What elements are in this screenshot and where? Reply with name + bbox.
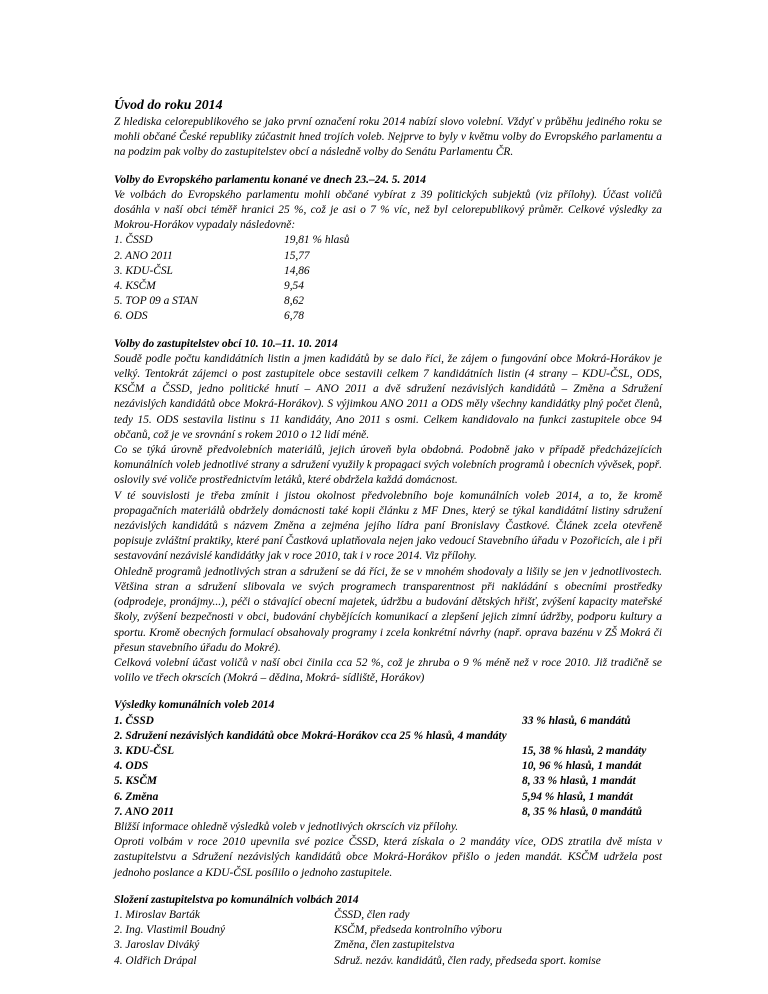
member-role: Sdruž. nezáv. kandidátů, člen rady, předseda sport. komise: [334, 954, 601, 967]
result-share: 8, 35 % hlasů, 0 mandátů: [522, 805, 642, 818]
result-share: 5,94 % hlasů, 1 mandát: [522, 790, 633, 803]
result-share: 33 % hlasů, 6 mandátů: [522, 714, 631, 727]
document-page: [114, 96, 662, 969]
result-party: 6. Změna: [114, 790, 159, 803]
ep-share: 14,86: [284, 264, 310, 277]
member-name: 4. Oldřich Drápal: [114, 954, 197, 967]
ep-party: 5. TOP 09 a STAN: [114, 295, 198, 308]
result-row: [114, 759, 662, 774]
ep-result-row: [114, 264, 662, 279]
ep-title: Volby do Evropského parlamentu konané ve dnech 23.–24. 5. 2014: [114, 173, 426, 186]
result-row: [114, 729, 662, 744]
ep-share: 8,62: [284, 295, 304, 308]
member-role: KSČM, předseda kontrolního výboru: [334, 924, 502, 937]
intro-text: Z hlediska celorepublikového se jako první označení roku 2014 nabízí slovo volební. Vždyť v průběhu jediného roku se mohli občané České republiky zúčastnit hned trojích voleb. Nejprve to byly v květnu volby do Evropského parlamentu a na podzim pak volby do zastupitelstev obcí a následně volby do Senátu Parlamentu ČR.: [114, 116, 662, 159]
ep-share: 15,77: [284, 249, 310, 262]
results-section: [114, 698, 662, 880]
local-paragraph: Soudě podle počtu kandidátních listin a jmen kadidátů by se dalo říci, že zájem o fungování obce Mokrá-Horákov je velký. Tentokrát zájemci o post zastupitele obce sestavili celkem 7 kandidátních listin (4 strany – KDU-ČSL, ODS, KSČM a ČSSD, jedno politické hnutí – ANO 2011 a dvě sdružení nezávislých kandidátů – Změna a Sdružení nezávislých kandidátů obce Mokrá-Horákov). S výjimkou ANO 2011 a ODS měly všechny kandidátky plný počet členů, tedy 15. ODS sestavila listinu s 11 kandidáty, Ano 2011 s osmi. Celkem kandidovalo na funkci zastupitele obce 94 občanů, což je ve srovnání s rokem 2010 o 12 lidí méně.: [114, 352, 662, 441]
council-member-row: [114, 938, 662, 953]
ep-share: 9,54: [284, 280, 304, 293]
council-member-row: [114, 908, 662, 923]
local-title: Volby do zastupitelstev obcí 10. 10.–11. 10. 2014: [114, 337, 338, 350]
member-name: 1. Miroslav Barták: [114, 908, 200, 921]
local-paragraph: V té souvislosti je třeba zmínit i jistou okolnost předvolebního boje komunálních voleb 2014, a to, že kromě propagačních materiálů obdržely domácnosti také kopii článku z MF Dnes, který se týkal kandidátní listiny sdružení nezávislých kandidátů s názvem Změna a zejména jejího lídra paní Bronislavy Častkové. Článek zcela otevřeně popisuje zvláštní praktiky, které paní Častková uplatňovala nejen jako vedoucí Stavebního úřadu v Pozořicích, ale i při sestavování nezávislé kandidátky jak v roce 2010, tak i v roce 2014. Viz přílohy.: [114, 489, 662, 563]
result-party: 3. KDU-ČSL: [114, 744, 175, 757]
intro-title: Úvod do roku 2014: [114, 97, 223, 112]
local-section: [114, 337, 662, 687]
result-share: 10, 96 % hlasů, 1 mandát: [522, 760, 642, 773]
ep-share: 19,81 % hlasů: [284, 234, 350, 247]
result-row: [114, 714, 662, 729]
results-note: Bližší informace ohledně výsledků voleb v jednotlivých okrscích viz přílohy.: [114, 820, 459, 833]
result-row: [114, 774, 662, 789]
ep-section: [114, 173, 662, 325]
results-title: Výsledky komunálních voleb 2014: [114, 699, 275, 712]
member-name: 2. Ing. Vlastimil Boudný: [114, 924, 226, 937]
council-member-row: [114, 954, 662, 969]
result-party: 4. ODS: [114, 760, 149, 773]
results-list: [114, 714, 662, 820]
ep-party: 1. ČSSD: [114, 234, 153, 247]
results-note: Oproti volbám v roce 2010 upevnila své pozice ČSSD, která získala o 2 mandáty více, ODS ztratila dvě místa v zastupitelstvu a Sdružení nezávislých kandidátů obce Mokrá-Horákov přišlo o jeden mandát. KSČM udržela post jednoho poslance a KDU-ČSL posílilo o jednoho zastupitele.: [114, 836, 662, 879]
council-title: Složení zastupitelstva po komunálních volbách 2014: [114, 893, 359, 906]
member-name: 3. Jaroslav Diváký: [114, 939, 200, 952]
council-list: [114, 908, 662, 969]
member-role: Změna, člen zastupitelstva: [334, 939, 455, 952]
member-role: ČSSD, člen rady: [334, 908, 410, 921]
local-paragraph: Ohledně programů jednotlivých stran a sdružení se dá říci, že se v mnohém shodovaly a lišily se jen v jednotlivostech. Většina stran a sdružení slibovala ve svých programech transparentnost při nakládání s obecními prostředky (odprodeje, pronájmy...), péči o stávající obecní majetek, údržbu a budování dětských hřišť, zvýšení kapacity mateřské školy, zvýšení bezpečnosti v obci, budování chybějících komunikací a zlepšení jejich zimní údržby, podporu kultury a sportu. Kromě obecných formulací obsahovaly programy i zcela konkrétní návrhy (např. oprava bazénu v ZŠ Mokrá či přesun stavebního úřadu do Mokré).: [114, 565, 662, 654]
ep-party: 6. ODS: [114, 310, 148, 323]
result-party: 5. KSČM: [114, 775, 158, 788]
ep-result-row: [114, 279, 662, 294]
ep-result-row: [114, 233, 662, 248]
result-row: [114, 790, 662, 805]
ep-share: 6,78: [284, 310, 304, 323]
result-party: 1. ČSSD: [114, 714, 154, 727]
ep-result-row: [114, 249, 662, 264]
result-row: [114, 805, 662, 820]
ep-result-row: [114, 294, 662, 309]
ep-text: Ve volbách do Evropského parlamentu mohli občané vybírat z 39 politických subjektů (viz přílohy). Účast voličů dosáhla v naší obci téměř hranici 25 %, což je asi o 7 % víc, než byl celorepublikový průměr. Celkové výsledky za Mokrou-Horákov vypadaly následovně:: [114, 188, 662, 232]
ep-party: 4. KSČM: [114, 280, 156, 293]
ep-results-list: [114, 233, 662, 324]
council-member-row: [114, 923, 662, 938]
ep-party: 2. ANO 2011: [114, 249, 173, 262]
result-share: 8, 33 % hlasů, 1 mandát: [522, 775, 636, 788]
result-share: 15, 38 % hlasů, 2 mandáty: [522, 744, 647, 757]
local-paragraph: Celková volební účast voličů v naší obci činila cca 52 %, což je zhruba o 9 % méně než v roce 2010. Již tradičně se volilo ve třech okrscích (Mokrá – dědina, Mokrá- sídliště, Horákov): [114, 656, 662, 685]
result-row: [114, 744, 662, 759]
result-party: 2. Sdružení nezávislých kandidátů obce Mokrá-Horákov cca 25 % hlasů, 4 mandáty: [114, 729, 507, 742]
local-paragraph: Co se týká úrovně předvolebních materiálů, jejich úroveň byla obdobná. Podobně jako v případě předcházejících komunálních voleb jednotlivé strany a sdružení využily k propagaci svých volebních programů i obecních vývěsek, popř. oslovily své voliče prostřednictvím letáků, které obdržela každá domácnost.: [114, 444, 662, 487]
council-section: [114, 893, 662, 969]
result-party: 7. ANO 2011: [114, 805, 175, 818]
ep-result-row: [114, 309, 662, 324]
ep-party: 3. KDU-ČSL: [114, 264, 173, 277]
